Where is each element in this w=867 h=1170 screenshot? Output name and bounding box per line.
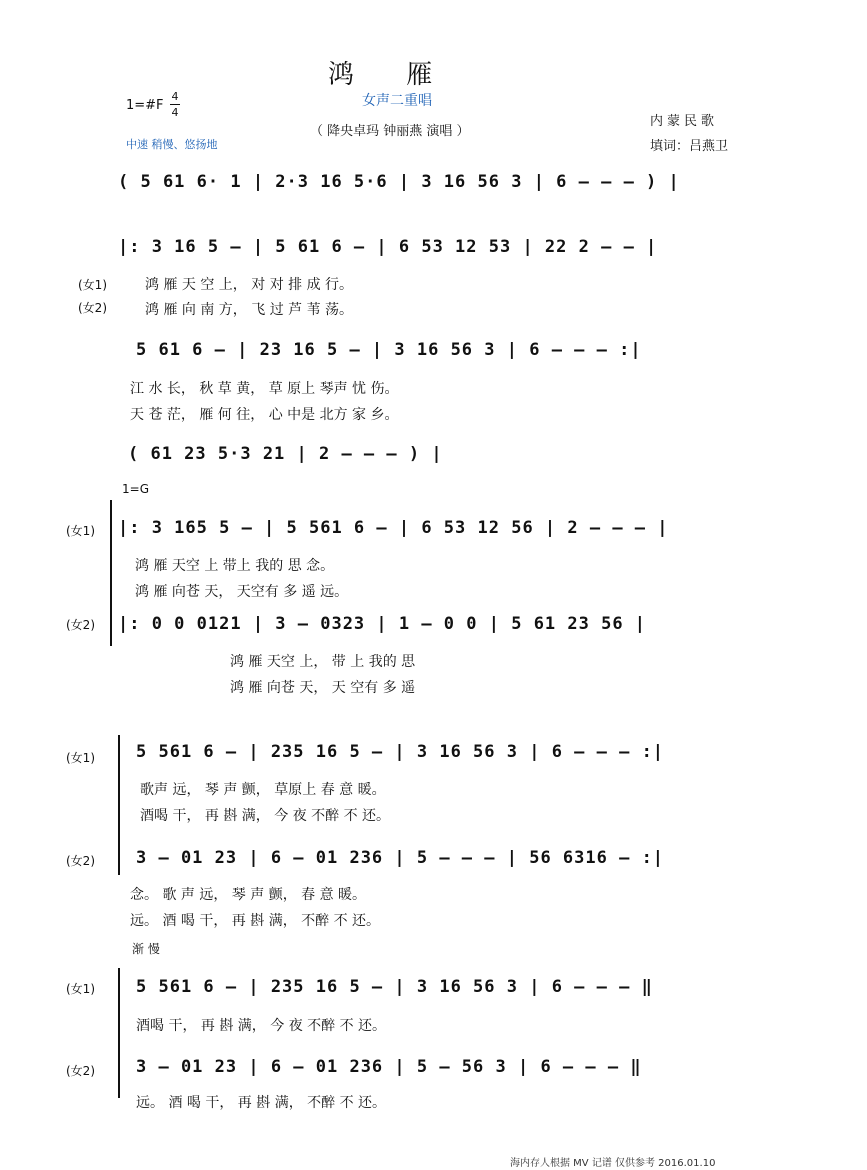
s2-lyric-1a: 鸿 雁 天空 上 带上 我的 思 念。 xyxy=(135,558,335,574)
s3-label-1: (女1) xyxy=(66,751,95,765)
s2-label-2: (女2) xyxy=(66,618,95,632)
song-title: 鸿 雁 xyxy=(328,60,455,90)
s3-lyric-2a: 念。 歌 声 远， 琴 声 颤， 春 意 暖。 xyxy=(130,887,367,903)
performers: （ 降央卓玛 钟丽燕 演唱 ） xyxy=(310,124,470,139)
tempo-slow-mark: 渐 慢 xyxy=(132,942,160,956)
s4-melody-2: 3 – 01 23 | 6 – 01 236 | 5 – 56 3 | 6 – – – ‖ xyxy=(136,1057,642,1077)
s1-lyric-3: 江 水 长， 秋 草 黄， 草 原上 琴声 忧 伤。 xyxy=(130,381,399,397)
s3-label-2: (女2) xyxy=(66,854,95,868)
lyricist: 填词：吕燕卫 xyxy=(650,139,729,154)
s4-lyric-2: 远。 酒 喝 干， 再 斟 满， 不醉 不 还。 xyxy=(136,1095,387,1111)
s3-melody-2: 3 – 01 23 | 6 – 01 236 | 5 – – – | 56 6316 – :| xyxy=(136,848,665,868)
s1-lyric-4: 天 苍 茫， 雁 何 往， 心 中是 北方 家 乡。 xyxy=(130,407,399,423)
interlude-melody: ( 61 23 5·3 21 | 2 – – – ) | xyxy=(128,444,443,464)
footer-note: 海内存人根据 MV 记谱 仅供参考 2016.01.10 xyxy=(510,1158,716,1169)
s3-lyric-2b: 远。 酒 喝 干， 再 斟 满， 不醉 不 还。 xyxy=(130,913,381,929)
s2-lyric-2a: 鸿 雁 天空 上， 带 上 我的 思 xyxy=(230,654,416,670)
intro-melody: ( 5 61 6· 1 | 2·3 16 5·6 | 3 16 56 3 | 6 – – – ) | xyxy=(118,172,680,192)
s3-lyric-1a: 歌声 远， 琴 声 颤， 草原上 春 意 暖。 xyxy=(140,782,386,798)
key-signature: 1=#F xyxy=(126,98,164,113)
s1-melody: |: 3 16 5 – | 5 61 6 – | 6 53 12 53 | 22 2 – – | xyxy=(118,237,658,257)
s1-label-2: (女2) xyxy=(78,301,107,315)
tempo-marking: 中速 稍慢、悠扬地 xyxy=(126,138,218,151)
s2-label-1: (女1) xyxy=(66,524,95,538)
s2-melody-1: |: 3 165 5 – | 5 561 6 – | 6 53 12 56 | 2 – – – | xyxy=(118,518,669,538)
origin: 内蒙民歌 xyxy=(650,114,719,129)
key-change: 1=G xyxy=(122,482,149,496)
s4-melody-1: 5 561 6 – | 235 16 5 – | 3 16 56 3 | 6 – – – ‖ xyxy=(136,977,653,997)
time-top: 4 xyxy=(171,90,179,103)
s4-lyric-1: 酒喝 干， 再 斟 满， 今 夜 不醉 不 还。 xyxy=(136,1018,387,1034)
s1-label-1: (女1) xyxy=(78,278,107,292)
s1-melody-2: 5 61 6 – | 23 16 5 – | 3 16 56 3 | 6 – – – :| xyxy=(136,340,642,360)
time-bottom: 4 xyxy=(171,106,179,119)
subtitle: 女声二重唱 xyxy=(362,93,432,109)
s3-melody-1: 5 561 6 – | 235 16 5 – | 3 16 56 3 | 6 – – – :| xyxy=(136,742,665,762)
s2-lyric-2b: 鸿 雁 向苍 天， 天 空有 多 遥 xyxy=(230,680,416,696)
s1-lyric-1: 鸿 雁 天 空 上， 对 对 排 成 行。 xyxy=(145,277,354,293)
s2-melody-2: |: 0 0 0121 | 3 – 0323 | 1 – 0 0 | 5 61 23 56 | xyxy=(118,614,647,634)
s3-lyric-1b: 酒喝 干， 再 斟 满， 今 夜 不醉 不 还。 xyxy=(140,808,391,824)
s2-lyric-1b: 鸿 雁 向苍 天， 天空有 多 遥 远。 xyxy=(135,584,349,600)
s4-label-1: (女1) xyxy=(66,982,95,996)
s1-lyric-2: 鸿 雁 向 南 方， 飞 过 芦 苇 荡。 xyxy=(145,302,354,318)
s4-label-2: (女2) xyxy=(66,1064,95,1078)
time-signature xyxy=(170,90,180,119)
